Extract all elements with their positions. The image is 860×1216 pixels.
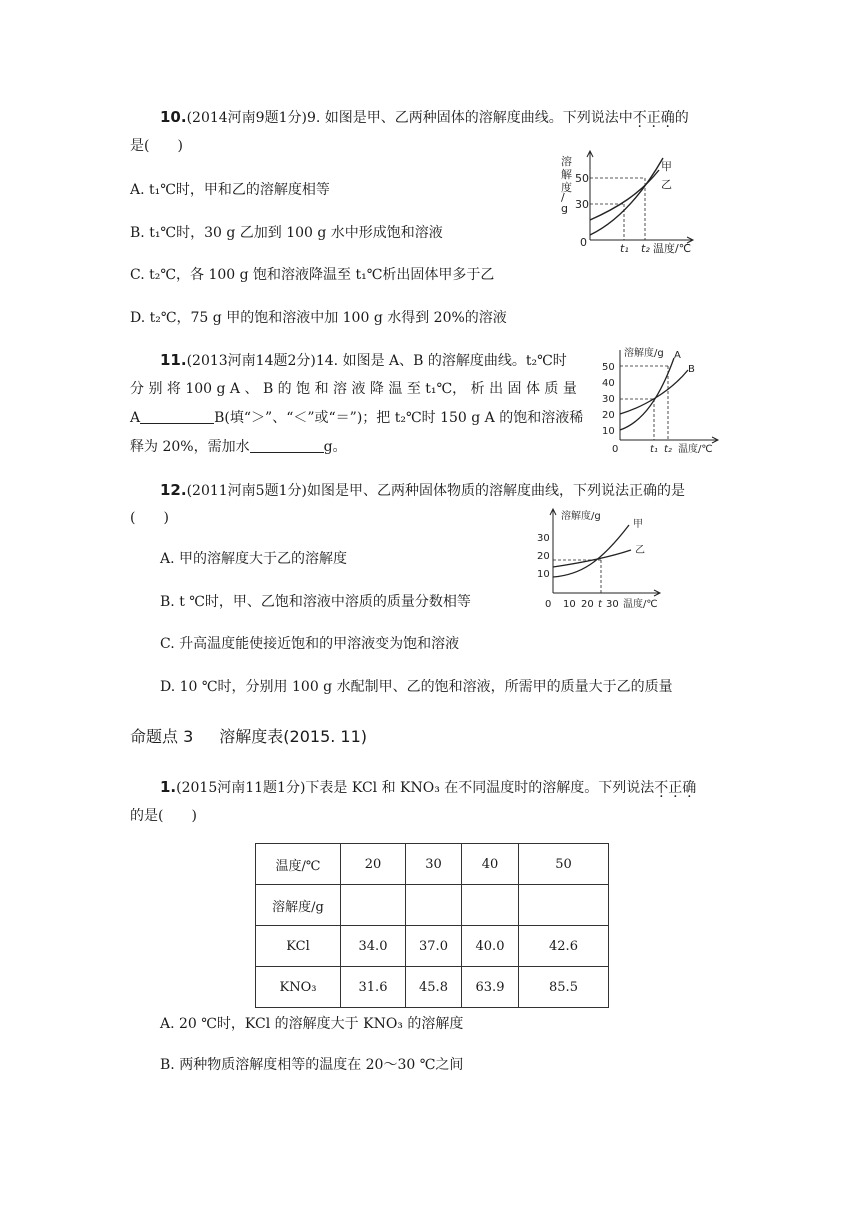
q12-text-1: (2011河南5题1分)如图是甲、乙两种固体物质的溶解度曲线，下列说法正确的是	[186, 483, 685, 499]
table-cell	[519, 885, 609, 926]
q10-tick-30: 30	[575, 198, 589, 211]
section-label: 命题点 3	[130, 727, 194, 746]
q12-line1	[160, 480, 685, 501]
q11-line3-b: B(填“＞”、“＜”或“＝”)；把 t₂℃时 150 g A 的饱和溶液稀	[214, 410, 584, 426]
q12-line2: ( )	[130, 510, 169, 526]
q11-number: 11.	[160, 351, 187, 369]
q1-option-b: B. 两种物质溶解度相等的温度在 20～30 ℃之间	[160, 1057, 464, 1073]
q1-line2: 的是( )	[130, 808, 197, 824]
q10-option-a: A. t₁℃时，甲和乙的溶解度相等	[130, 182, 330, 198]
q11-solubility-chart	[598, 342, 726, 460]
table-cell: 溶解度/g	[256, 885, 341, 926]
table-cell	[462, 885, 519, 926]
q1-option-a: A. 20 ℃时，KCl 的溶解度大于 KNO₃ 的溶解度	[160, 1016, 464, 1032]
table-cell: 40.0	[462, 926, 519, 967]
q1-line1	[160, 777, 696, 798]
q11-curve-a	[620, 358, 674, 430]
q12-tick-10x: 10	[563, 599, 576, 610]
q11-tick-t1: t₁	[650, 444, 658, 455]
q12-series-yi: 乙	[635, 545, 645, 556]
q10-tick-t2: t₂	[641, 242, 650, 255]
q10-ylabel-5: g	[561, 202, 568, 215]
q10-ylabel-1: 溶	[561, 155, 572, 168]
q12-option-b: B. t ℃时，甲、乙饱和溶液中溶质的质量分数相等	[160, 594, 471, 610]
q11-line3-a: A	[130, 410, 141, 426]
q10-xlabel: 温度/℃	[653, 242, 692, 255]
section-heading	[130, 724, 367, 747]
q10-solubility-chart	[555, 148, 705, 260]
table-cell: 31.6	[341, 967, 406, 1008]
table-cell: 37.0	[406, 926, 462, 967]
q12-tick-30x: 30	[606, 599, 619, 610]
q12-tick-10: 10	[537, 569, 550, 580]
table-cell: 温度/℃	[256, 844, 341, 885]
q12-option-d: D. 10 ℃时，分别用 100 g 水配制甲、乙的饱和溶液，所需甲的质量大于乙的质量	[160, 679, 673, 695]
table-row	[256, 967, 609, 1008]
q12-series-jia: 甲	[633, 519, 643, 530]
q10-emph-3: 确	[660, 110, 675, 126]
q12-tick-t: t	[598, 599, 602, 610]
table-cell: 40	[462, 844, 519, 885]
q10-ylabel-2: 解	[561, 168, 572, 181]
q10-tail: 的	[674, 110, 689, 126]
q1-emph-1: 不	[654, 780, 669, 796]
q11-line1	[160, 350, 567, 371]
table-cell: KNO₃	[256, 967, 341, 1008]
q1-emph-2: 正	[668, 780, 683, 796]
q1-emph-3: 确	[682, 780, 697, 796]
q12-ylabel: 溶解度/g	[561, 511, 601, 522]
table-row	[256, 926, 609, 967]
q10-option-c: C. t₂℃，各 100 g 饱和溶液降温至 t₁℃析出固体甲多于乙	[130, 267, 495, 283]
q11-tick-50: 50	[602, 362, 615, 373]
q11-line3	[130, 408, 583, 428]
q11-curve-b	[620, 370, 688, 414]
q11-line4-b: g。	[323, 439, 347, 455]
q10-option-b: B. t₁℃时，30 g 乙加到 100 g 水中形成饱和溶液	[130, 225, 443, 241]
table-cell: 20	[341, 844, 406, 885]
q10-ylabel-3: 度	[561, 181, 572, 194]
q11-line4	[130, 437, 347, 457]
q11-tick-30: 30	[602, 394, 615, 405]
q10-ylabel-4: /	[561, 191, 565, 204]
q12-tick-20: 20	[537, 551, 550, 562]
q10-curve-yi	[590, 170, 659, 220]
section-title: 溶解度表(2015. 11)	[219, 727, 368, 746]
table-cell: KCl	[256, 926, 341, 967]
q1-source: (2015河南11题1分)下表是 KCl 和 KNO₃ 在不同温度时的溶解度。下列说法	[176, 780, 655, 796]
solubility-table	[255, 843, 609, 1008]
q10-origin: 0	[580, 236, 587, 249]
table-cell: 45.8	[406, 967, 462, 1008]
q11-series-a: A	[674, 350, 681, 361]
q10-line2: 是( )	[130, 138, 183, 154]
q11-tick-t2: t₂	[664, 444, 672, 455]
q10-emph-2: 正	[646, 110, 661, 126]
q12-origin: 0	[545, 599, 552, 610]
q10-series-jia: 甲	[661, 160, 672, 173]
q1-number: 1.	[160, 778, 177, 796]
q12-number: 12.	[160, 481, 187, 499]
q10-number: 10.	[160, 108, 187, 126]
q12-curve-jia	[553, 525, 629, 577]
q10-emph-1: 不	[632, 110, 647, 126]
q10-tick-t1: t₁	[620, 242, 629, 255]
q10-line1	[160, 107, 689, 128]
q12-curve-yi	[553, 550, 631, 567]
q10-option-d: D. t₂℃，75 g 甲的饱和溶液中加 100 g 水得到 20%的溶液	[130, 310, 507, 326]
q12-option-c: C. 升高温度能使接近饱和的甲溶液变为饱和溶液	[160, 636, 460, 652]
q11-origin: 0	[612, 444, 619, 455]
q11-text-1: (2013河南14题2分)14. 如图是 A、B 的溶解度曲线。t₂℃时	[186, 353, 567, 369]
q11-blank-2	[250, 438, 324, 453]
table-cell: 63.9	[462, 967, 519, 1008]
table-row	[256, 844, 609, 885]
q10-tick-50: 50	[575, 172, 589, 185]
q11-tick-20: 20	[602, 410, 615, 421]
table-row	[256, 885, 609, 926]
q11-tick-10: 10	[602, 426, 615, 437]
table-cell: 30	[406, 844, 462, 885]
q12-option-a: A. 甲的溶解度大于乙的溶解度	[160, 551, 348, 567]
q11-ylabel: 溶解度/g	[624, 348, 664, 359]
q12-solubility-chart	[535, 505, 665, 615]
table-cell: 42.6	[519, 926, 609, 967]
q12-tick-30: 30	[537, 533, 550, 544]
table-cell	[341, 885, 406, 926]
q10-series-yi: 乙	[661, 178, 672, 191]
q10-curve-jia	[590, 158, 663, 235]
q11-series-b: B	[688, 364, 695, 375]
table-cell: 85.5	[519, 967, 609, 1008]
table-cell: 50	[519, 844, 609, 885]
q12-tick-20x: 20	[581, 599, 594, 610]
q11-blank-1	[140, 409, 214, 424]
q11-tick-40: 40	[602, 378, 615, 389]
q11-line4-a: 释为 20%，需加水	[130, 439, 250, 455]
q11-xlabel: 温度/℃	[678, 444, 713, 455]
q12-xlabel: 温度/℃	[623, 599, 658, 610]
table-cell: 34.0	[341, 926, 406, 967]
q10-source: (2014河南9题1分)9. 如图是甲、乙两种固体的溶解度曲线。下列说法中	[186, 110, 633, 126]
table-cell	[406, 885, 462, 926]
q11-line2: 分 别 将 100 g A 、 B 的 饱 和 溶 液 降 温 至 t₁℃， 析 出 固 体 质 量	[130, 381, 577, 397]
